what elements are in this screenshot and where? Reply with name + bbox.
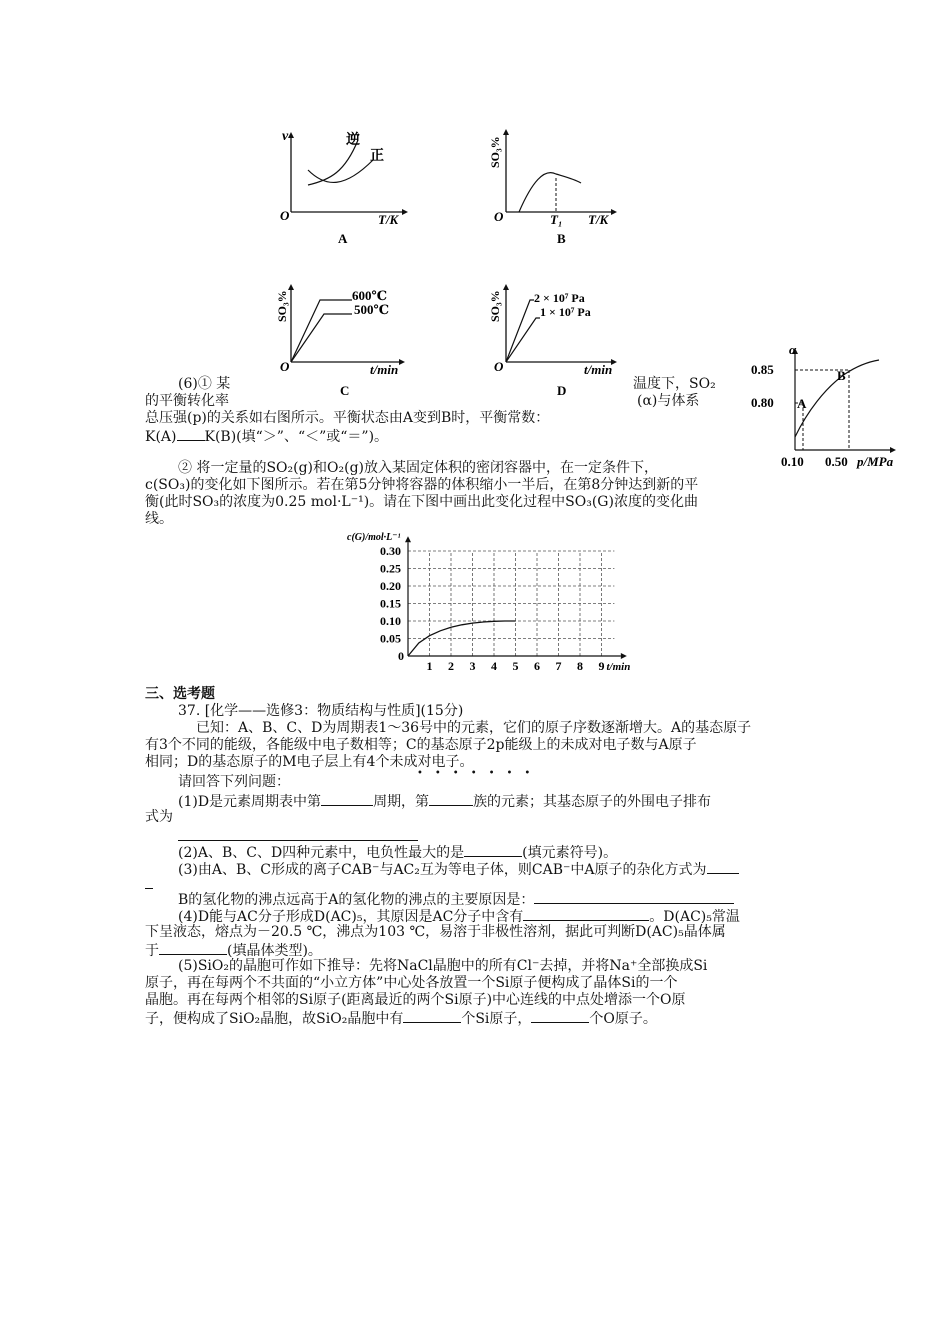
q6-2b: (α)与体系 xyxy=(637,393,700,409)
alpha-point-b: B xyxy=(837,368,846,383)
graph-d-high-pressure-line xyxy=(506,300,534,362)
graph-b xyxy=(484,120,634,250)
x-tick-label: 5 xyxy=(512,659,519,673)
q5-line3: 晶胞。再在每两个相邻的Si原子(距离最近的两个Si原子)中心连线的中点处增添一个O原 xyxy=(145,992,686,1008)
q6-6: c(SO₃)的变化如下图所示。若在第5分钟将容器的体积缩小一半后，在第8分钟达到新的平 xyxy=(145,477,699,493)
graph-a-curve-forward: 正 xyxy=(370,149,384,164)
graph-c-ylabel: SO₃% xyxy=(275,290,289,322)
alpha-tick-080: 0.80 xyxy=(751,395,774,410)
q5-line1: (5)SiO₂的晶胞可作如下推导：先将NaCl晶胞中的所有Cl⁻去掉，并将Na⁺全部换成Si xyxy=(178,958,708,974)
q4-part-b: 。D(AC)₅常温 xyxy=(649,909,740,925)
x-tick-label: 7 xyxy=(555,659,562,673)
graph-d xyxy=(484,280,634,400)
graph-b-xlabel: T/K xyxy=(588,212,609,227)
graph-d-caption: D xyxy=(557,383,567,398)
q37-line3: 相同；D的基态原子的M电子层上有4个未成对电子。 xyxy=(145,754,474,770)
q1-part-b: 周期，第 xyxy=(373,794,430,810)
q6-8: 线。 xyxy=(145,511,173,527)
alpha-xlabel: p/MPa xyxy=(857,454,894,469)
q3-part-a: (3)由A、B、C形成的离子CAB⁻与AC₂互为等电子体，则CAB⁻中A原子的杂化方式为 xyxy=(178,862,707,878)
x-tick-label: 1 xyxy=(426,659,433,673)
q6-3: 总压强(p)的关系如右图所示。平衡状态由A变到B时，平衡常数： xyxy=(145,410,550,426)
y-tick-label: 0.20 xyxy=(380,579,401,593)
q1-part-a: (1)D是元素周期表中第 xyxy=(178,794,322,810)
y-tick-label: 0.30 xyxy=(380,544,401,558)
graph-d-label-high: 2 × 10⁷ Pa xyxy=(534,291,585,305)
answer-blank-k[interactable] xyxy=(177,427,205,441)
answer-blank-hybridization-cont[interactable] xyxy=(145,888,153,889)
q1-line xyxy=(178,792,711,811)
q5-part-f: 个O原子。 xyxy=(589,1011,657,1027)
x-tick-label: 9 xyxy=(598,659,605,673)
graph-c-caption: C xyxy=(340,383,350,398)
answer-blank-bond[interactable] xyxy=(523,907,649,921)
alpha-tick-050: 0.50 xyxy=(825,454,848,469)
q4-part-a: (4)D能与AC分子形成D(AC)₅，其原因是AC分子中含有 xyxy=(178,909,524,925)
y-tick-label: 0.15 xyxy=(380,596,401,611)
x-tick-label: 2 xyxy=(448,659,454,673)
q3-part-b: B的氢化物的沸点远高于A的氢化物的沸点的主要原因是： xyxy=(178,892,535,908)
q4-part-e: (填晶体类型)。 xyxy=(227,943,322,959)
q2-part-a: (2)A、B、C、D四种元素中，电负性最大的是 xyxy=(178,845,465,861)
y-tick-label: 0.05 xyxy=(380,631,401,646)
q6-1a: (6)① 某 xyxy=(178,376,231,392)
q37-title: 37. [化学——选修3：物质结构与性质](15分) xyxy=(178,703,464,719)
answer-blank-period[interactable] xyxy=(321,792,373,806)
answer-blank-hybridization[interactable] xyxy=(707,860,739,874)
q6-2a: 的平衡转化率 xyxy=(145,393,229,409)
x-tick-label: 6 xyxy=(534,659,540,673)
q4-part-d: 于 xyxy=(145,943,159,959)
graph-a-xlabel: T/K xyxy=(378,212,399,227)
graph-d-ylabel: SO₃% xyxy=(488,290,502,322)
q3-line xyxy=(178,860,739,879)
x-axis-label: t/min xyxy=(606,661,631,673)
y-tick-label: 0.25 xyxy=(380,561,401,576)
graph-b-tick-t1: T₁ xyxy=(550,212,563,227)
x-tick-label: 3 xyxy=(469,659,476,673)
graph-b-origin: O xyxy=(494,209,504,224)
answer-blank-o-count[interactable] xyxy=(531,1009,589,1023)
graph-a-curve-reverse: 逆 xyxy=(346,133,360,148)
x-axis-arrow xyxy=(621,653,627,659)
q37-prompt: 请回答下列问题： xyxy=(178,774,290,790)
y-tick-label: 0.10 xyxy=(380,614,401,628)
graph-c-label-500: 500℃ xyxy=(354,302,390,317)
graph-c xyxy=(272,280,422,400)
alpha-tick-085: 0.85 xyxy=(751,362,774,377)
concentration-chart[interactable] xyxy=(345,528,645,673)
answer-blank-si-count[interactable] xyxy=(403,1009,461,1023)
q6-4 xyxy=(145,427,388,446)
graph-d-label-low: 1 × 10⁷ Pa xyxy=(540,305,591,319)
answer-blank-group[interactable] xyxy=(429,792,473,806)
graph-d-low-pressure-line xyxy=(506,318,540,362)
x-tick-label: 8 xyxy=(577,659,583,673)
graph-c-origin: O xyxy=(280,359,290,374)
graph-a xyxy=(270,120,420,250)
q6-4b: K(B)(填“＞”、“＜”或“＝”)。 xyxy=(204,429,389,445)
graph-c-xlabel: t/min xyxy=(370,362,399,377)
answer-blank-crystal-type[interactable] xyxy=(159,941,227,955)
x-tick-label: 4 xyxy=(491,659,497,673)
alpha-tick-010: 0.10 xyxy=(781,454,804,469)
q5-part-d: 子，便构成了SiO₂晶胞，故SiO₂晶胞中有 xyxy=(145,1011,404,1027)
emphasis-dots: ••••••• xyxy=(417,768,543,779)
q2-part-b: (填元素符号)。 xyxy=(522,845,618,861)
graph-d-origin: O xyxy=(494,359,504,374)
alpha-point-a: A xyxy=(797,396,807,411)
q5-line2: 原子，再在每两个不共面的“小立方体”中心处各放置一个Si原子便构成了晶体Si的一个 xyxy=(145,975,678,991)
q5-line4 xyxy=(145,1009,657,1028)
answer-blank-config[interactable] xyxy=(178,840,418,841)
q6-5: ② 将一定量的SO₂(g)和O₂(g)放入某固定体积的密闭容器中，在一定条件下， xyxy=(178,460,658,476)
q37-line2: 有3个不同的能级，各能级中电子数相等；C的基态原子2p能级上的未成对电子数与A原子 xyxy=(145,737,697,753)
q6-7: 衡(此时SO₃的浓度为0.25 mol·L⁻¹)。请在下图中画出此变化过程中SO₃(G)浓度的变化曲 xyxy=(145,494,698,510)
answer-blank-boiling-reason[interactable] xyxy=(534,890,734,904)
section-3-heading: 三、选考题 xyxy=(145,686,215,702)
graph-a-origin: O xyxy=(280,208,290,223)
q4-line2: 下呈液态，熔点为－20.5 ℃，沸点为103 ℃，易溶于非极性溶剂，据此可判断D(AC)₅晶体属 xyxy=(145,924,726,940)
answer-blank-electronegativity[interactable] xyxy=(464,843,522,857)
q37-line1: 已知：A、B、C、D为周期表1～36号中的元素，它们的原子序数逐渐增大。A的基态原子 xyxy=(196,720,752,736)
q1-line2: 式为 xyxy=(145,809,173,825)
alpha-ylabel: α xyxy=(789,342,797,357)
graph-a-ylabel: v xyxy=(282,129,289,144)
graph-c-label-600: 600℃ xyxy=(352,288,388,303)
graph-c-600-line xyxy=(291,300,352,362)
graph-b-caption: B xyxy=(557,231,566,246)
q1-part-c: 族的元素；其基态原子的外围电子排布 xyxy=(473,794,712,810)
graph-b-ylabel: SO₃% xyxy=(488,136,502,168)
origin-label: 0 xyxy=(398,649,404,663)
y-axis-label: c(G)/mol·L⁻¹ xyxy=(347,532,401,543)
graph-b-curve xyxy=(519,173,581,212)
q5-part-e: 个Si原子， xyxy=(461,1011,532,1027)
graph-c-500-line xyxy=(291,314,352,362)
forward-rate-curve xyxy=(308,160,373,182)
graph-a-caption: A xyxy=(338,231,348,246)
graph-d-xlabel: t/min xyxy=(584,362,613,377)
alpha-pressure-chart xyxy=(745,340,915,470)
q6-4a: K(A) xyxy=(145,429,177,445)
y-axis-arrow xyxy=(405,536,411,542)
q6-1b: 温度下，SO₂ xyxy=(633,376,716,392)
